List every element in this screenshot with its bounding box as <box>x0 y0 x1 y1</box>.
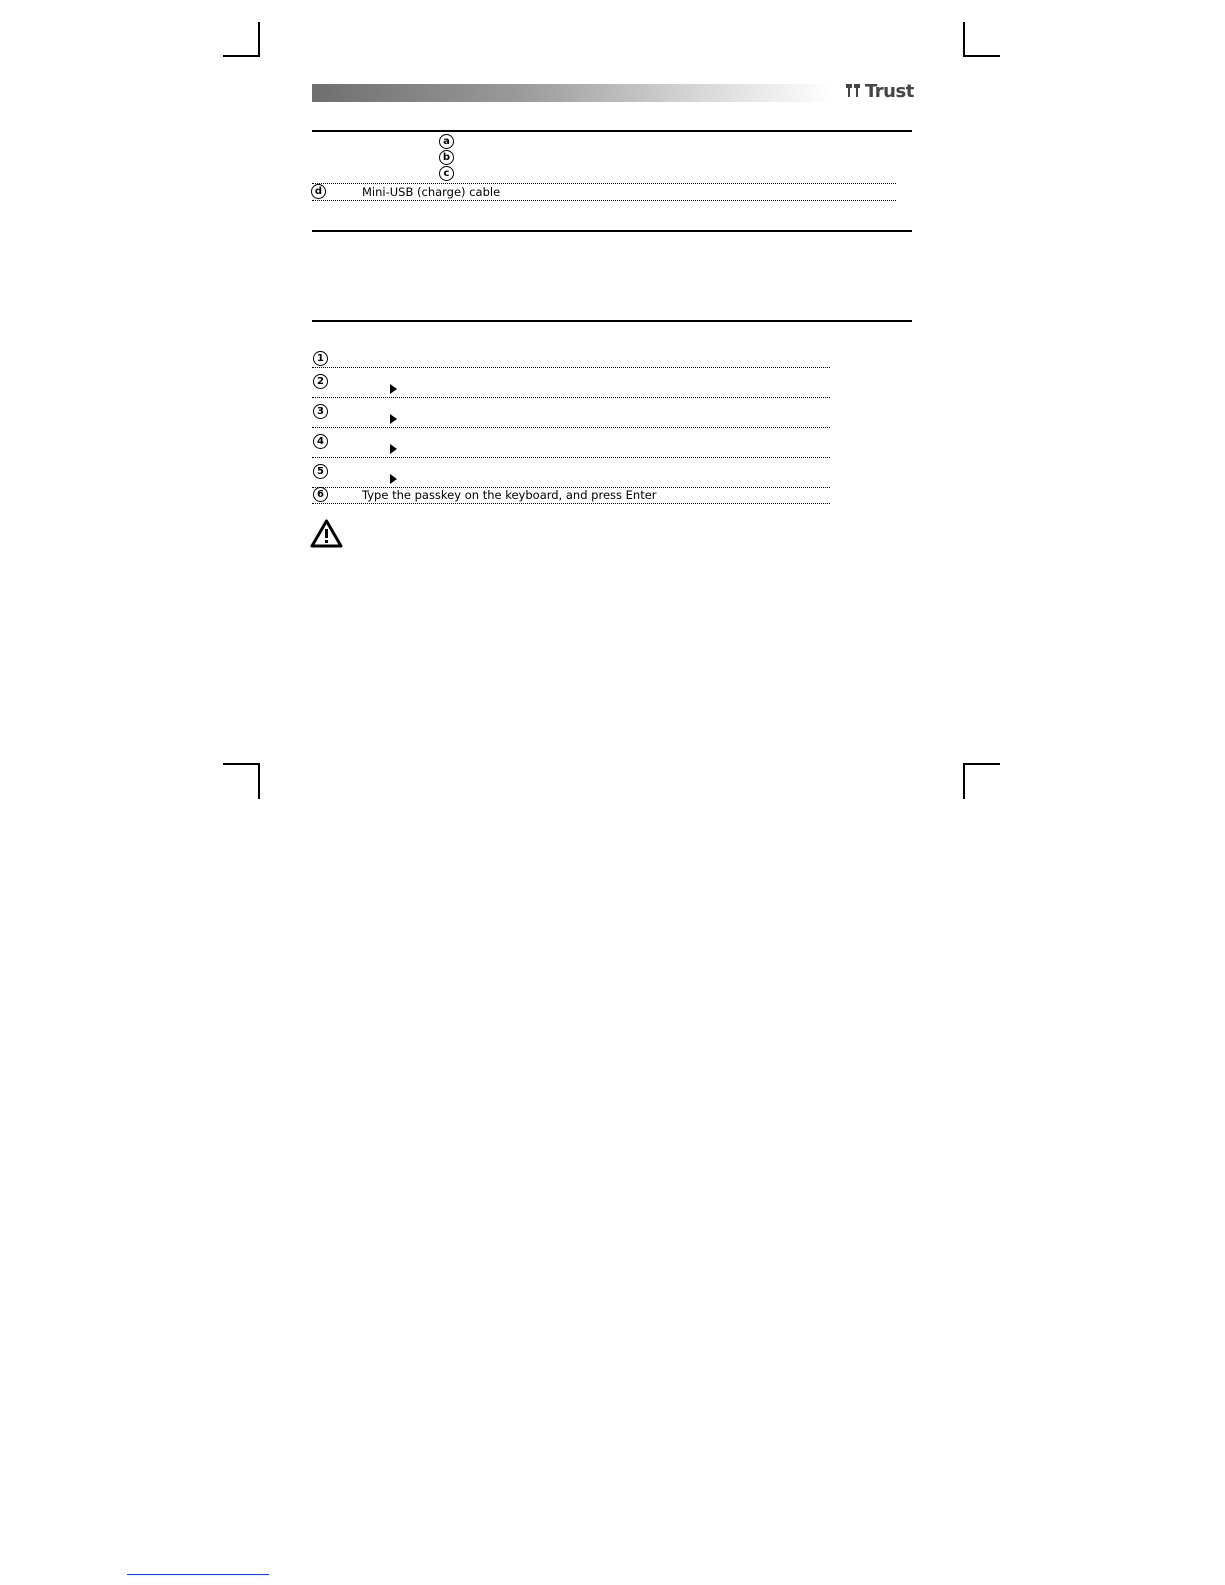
section-rule-2 <box>312 320 912 322</box>
step-1-divider <box>312 367 830 368</box>
brand-logo <box>846 80 914 102</box>
step-4-number: 4 <box>313 434 328 449</box>
section-rule-1 <box>312 230 912 232</box>
play-arrow-icon <box>390 474 397 484</box>
step-4-divider <box>312 457 830 458</box>
crop-mark-bottom-left-v <box>258 763 260 799</box>
crop-mark-bottom-right-v <box>963 763 965 799</box>
step-2-number: 2 <box>313 374 328 389</box>
contents-top-rule <box>312 130 912 132</box>
step-6-divider <box>312 503 830 504</box>
marker-c: c <box>439 166 454 181</box>
play-arrow-icon <box>390 414 397 424</box>
step-1-number: 1 <box>313 351 328 366</box>
contents-bottom-divider <box>312 200 896 201</box>
warning-triangle-icon <box>310 519 343 548</box>
step-5-number: 5 <box>313 464 328 479</box>
contents-item-d-label: Mini-USB (charge) cable <box>362 185 501 199</box>
crop-mark-top-left-h <box>223 55 260 57</box>
crop-mark-bottom-left-h <box>223 763 260 765</box>
contents-row-divider <box>312 183 896 184</box>
step-3-divider <box>312 427 830 428</box>
crop-mark-top-right-h <box>963 55 1000 57</box>
marker-d: d <box>311 184 326 199</box>
step-6-number: 6 <box>313 487 328 502</box>
step-3-number: 3 <box>313 404 328 419</box>
logo-text: Trust <box>865 80 914 102</box>
footer-link-underline[interactable] <box>127 1574 269 1575</box>
play-arrow-icon <box>390 384 397 394</box>
crop-mark-top-left-v <box>258 22 260 57</box>
play-arrow-icon <box>390 444 397 454</box>
step-6-text: Type the passkey on the keyboard, and press Enter <box>362 488 657 502</box>
header-gradient-bar <box>312 84 832 102</box>
marker-a: a <box>439 134 454 149</box>
crop-mark-bottom-right-h <box>963 763 1000 765</box>
trust-logo-icon <box>846 83 862 99</box>
crop-mark-top-right-v <box>963 22 965 57</box>
marker-b: b <box>439 150 454 165</box>
step-2-divider <box>312 397 830 398</box>
